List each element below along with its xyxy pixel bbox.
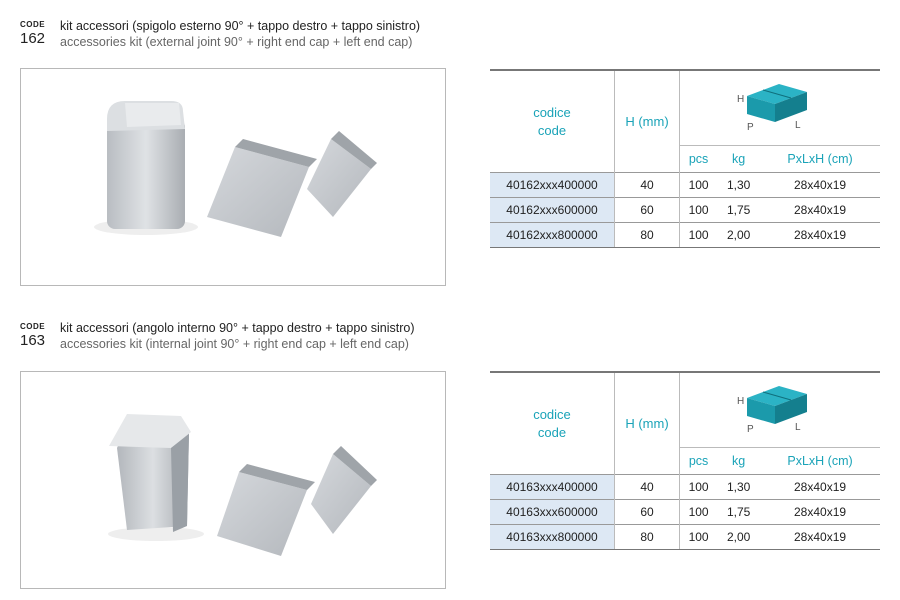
cell-code: 40162xxx400000: [490, 173, 615, 198]
product-code-block: [20, 322, 45, 349]
spec-table: [490, 69, 880, 248]
cell-code: 40162xxx800000: [490, 223, 615, 248]
box-label-l: L: [795, 119, 801, 131]
product-photo: [20, 371, 446, 589]
external-joint-shape: [107, 119, 185, 229]
cell-kg: 1,75: [717, 198, 760, 223]
table-row: [490, 173, 880, 198]
cell-code: 40163xxx800000: [490, 525, 615, 550]
cell-kg: 1,75: [717, 500, 760, 525]
spec-table: [490, 371, 880, 550]
cell-code: 40163xxx600000: [490, 500, 615, 525]
column-header-h: H (mm): [615, 70, 680, 173]
cell-h: 40: [615, 475, 680, 500]
product-code-block: [20, 20, 45, 47]
table-row: [490, 525, 880, 550]
product-titles: [60, 320, 415, 352]
title-english: accessories kit (internal joint 90° + right end cap + left end cap): [60, 337, 409, 351]
cell-pcs: 100: [680, 198, 718, 223]
cell-kg: 1,30: [717, 475, 760, 500]
column-header-h: H (mm): [615, 372, 680, 475]
box-label-p: P: [747, 423, 754, 435]
cell-dims: 28x40x19: [760, 475, 880, 500]
table-row: [490, 198, 880, 223]
box-label-l: L: [795, 421, 801, 433]
subheader-dims: PxLxH (cm): [787, 454, 853, 468]
title-italian: kit accessori (angolo interno 90° + tappo destro + tappo sinistro): [60, 321, 415, 335]
table-row: [490, 475, 880, 500]
column-header-code: [490, 70, 615, 173]
cell-dims: 28x40x19: [760, 173, 880, 198]
cell-pcs: 100: [680, 173, 718, 198]
cell-h: 40: [615, 173, 680, 198]
cell-pcs: 100: [680, 525, 718, 550]
cell-h: 80: [615, 525, 680, 550]
table-row: [490, 223, 880, 248]
header-codice: codice: [533, 406, 571, 422]
title-italian: kit accessori (spigolo esterno 90° + tappo destro + tappo sinistro): [60, 19, 421, 33]
subheader-kg: kg: [732, 454, 746, 468]
subheader-dims: PxLxH (cm): [787, 152, 853, 166]
cell-h: 80: [615, 223, 680, 248]
code-number: 162: [20, 30, 46, 47]
product-titles: [60, 18, 420, 50]
cell-h: 60: [615, 198, 680, 223]
packaging-box-header: [680, 372, 881, 448]
title-english: accessories kit (external joint 90° + right end cap + left end cap): [60, 35, 413, 49]
box-icon: [725, 76, 835, 138]
cell-h: 60: [615, 500, 680, 525]
code-label: CODE: [20, 20, 46, 29]
subheader-pcs: pcs: [688, 152, 709, 166]
box-icon: [725, 378, 835, 440]
product-photo-illustration: [21, 69, 445, 285]
code-number: 163: [20, 332, 46, 349]
packaging-box-header: [680, 70, 881, 146]
cell-kg: 1,30: [717, 173, 760, 198]
cell-dims: 28x40x19: [760, 198, 880, 223]
cell-dims: 28x40x19: [760, 500, 880, 525]
cell-kg: 2,00: [717, 525, 760, 550]
column-header-code: [490, 372, 615, 475]
table-row: [490, 500, 880, 525]
box-label-h: H: [737, 93, 745, 105]
header-code: code: [537, 122, 567, 138]
cell-pcs: 100: [680, 475, 718, 500]
header-codice: codice: [533, 104, 571, 120]
cell-kg: 2,00: [717, 223, 760, 248]
header-code: code: [537, 424, 567, 440]
product-photo-illustration: [21, 372, 445, 588]
cell-dims: 28x40x19: [760, 223, 880, 248]
subheader-pcs: pcs: [688, 454, 709, 468]
cell-code: 40162xxx600000: [490, 198, 615, 223]
cell-pcs: 100: [680, 500, 718, 525]
box-label-h: H: [737, 395, 745, 407]
subheader-kg: kg: [732, 152, 746, 166]
code-label: CODE: [20, 322, 46, 331]
box-label-p: P: [747, 121, 754, 133]
cell-pcs: 100: [680, 223, 718, 248]
cell-code: 40163xxx400000: [490, 475, 615, 500]
product-photo: [20, 68, 446, 286]
cell-dims: 28x40x19: [760, 525, 880, 550]
